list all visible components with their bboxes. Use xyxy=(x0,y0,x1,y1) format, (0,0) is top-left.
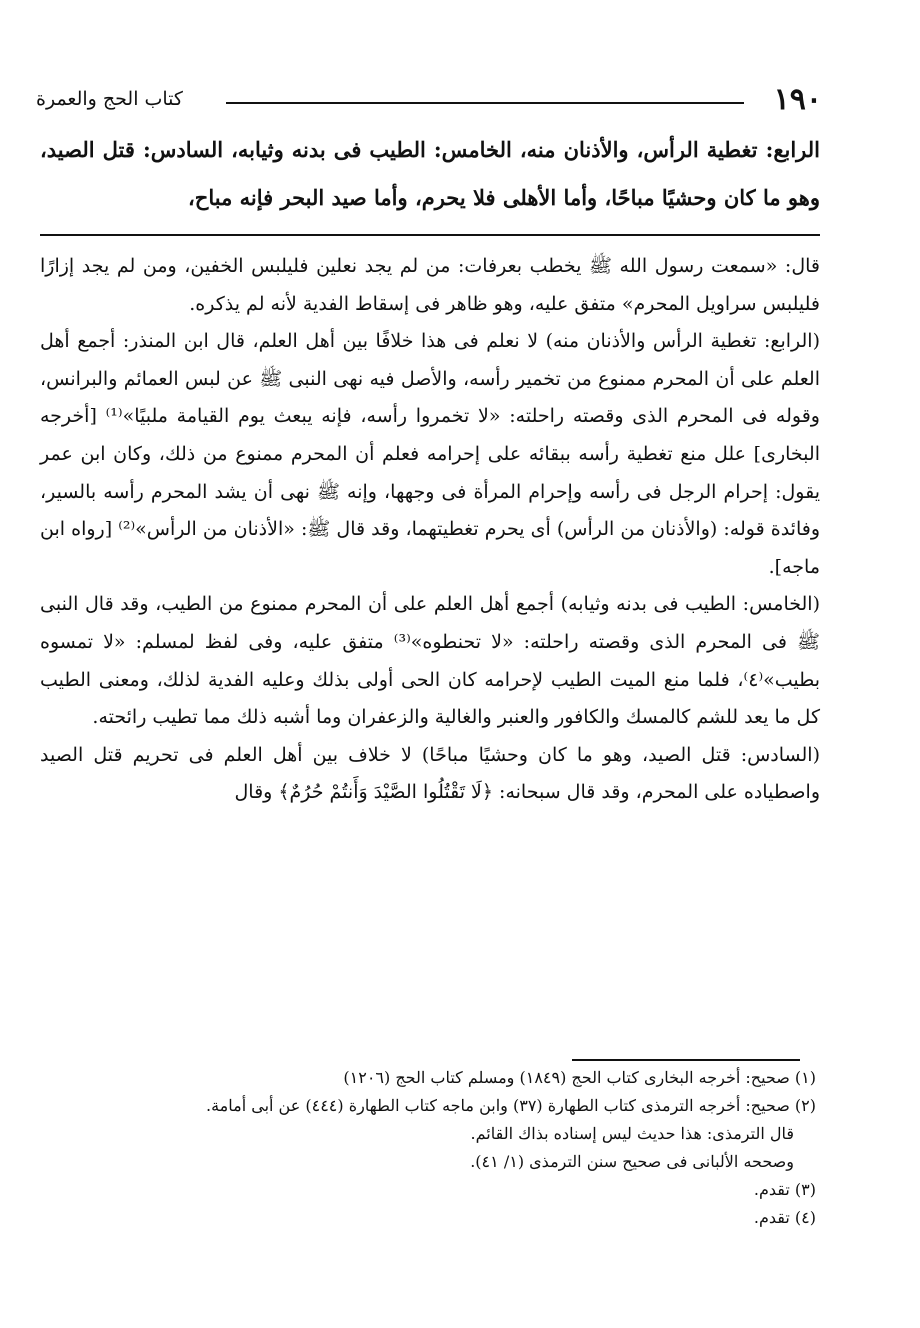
commentary-paragraph: (الرابع: تغطية الرأس والأذنان منه) لا نعلم فى هذا خلافًا بين أهل العلم، قال ابن المنذر: أجمع أهل العلم على أن المحرم ممنوع من تخمير رأسه، والأصل فيه نهى النبى ﷺ عن لبس العمائم والبرانس، وقوله فى المحرم الذى وقصته راحلته: «لا تخمروا رأسه، فإنه يبعث يوم القيامة ملبيًا»⁽¹⁾ [أخرجه البخارى] علل منع تغطية رأسه ببقائه على إحرامه فعلم أن المحرم ممنوع من ذلك، وكان ابن عمر يقول: إحرام الرجل فى رأسه وإحرام المرأة فى وجهها، وإنه ﷺ نهى أن يشد المحرم رأسه بالسير، وفائدة قوله: (والأذنان من الرأس) أى يحرم تغطيتهما، وقد قال ﷺ: «الأذنان من الرأس»⁽²⁾ [رواه ابن ماجه]. xyxy=(40,330,820,578)
footnote: (٤) تقدم. xyxy=(753,1208,816,1227)
footnote: (٢) صحيح: أخرجه الترمذى كتاب الطهارة (٣٧) وابن ماجه كتاب الطهارة (٤٤٤) عن أبى أمامة. xyxy=(206,1096,816,1115)
commentary-paragraph: (السادس: قتل الصيد، وهو ما كان وحشيًا مباحًا) لا خلاف بين أهل العلم فى تحريم قتل الصيد واصطياده على المحرم، وقد قال سبحانه: ﴿لَا تَقْتُلُوا الصَّيْدَ وَأَنتُمْ حُرُمٌ﴾ وقال xyxy=(40,743,820,804)
commentary-body xyxy=(40,248,820,812)
matn-text: الرابع: تغطية الرأس، والأذنان منه، الخامس: الطيب فى بدنه وثيابه، السادس: قتل الصيد، وهو ما كان وحشيًا مباحًا، وأما الأهلى فلا يحرم، وأما صيد البحر فإنه مباح، xyxy=(40,137,820,210)
footnote: (١) صحيح: أخرجه البخارى كتاب الحج (١٨٤٩) ومسلم كتاب الحج (١٢٠٦) xyxy=(343,1068,816,1087)
page-number: ١٩٠ xyxy=(773,82,822,117)
commentary-paragraph: (الخامس: الطيب فى بدنه وثيابه) أجمع أهل العلم على أن المحرم ممنوع من الطيب، وقد قال النبى ﷺ فى المحرم الذى وقصته راحلته: «لا تحنطوه»⁽³⁾ متفق عليه، وفى لفظ لمسلم: «لا تمسوه بطيب»⁽٤⁾، فلما منع الميت الطيب لإحرامه كان الحى أولى بذلك وعليه الفدية لذلك، ومعنى الطيب كل ما يعد للشم كالمسك والكافور والعنبر والغالية والزعفران وما أشبه ذلك مما تطيب رائحته. xyxy=(40,593,820,729)
commentary-paragraph: قال: «سمعت رسول الله ﷺ يخطب بعرفات: من لم يجد نعلين فليلبس الخفين، ومن لم يجد إزارًا فليلبس سراويل المحرم» متفق عليه، وهو ظاهر فى إسقاط الفدية لأنه لم يذكره. xyxy=(40,255,820,315)
footnotes xyxy=(40,1064,816,1232)
matn-divider xyxy=(40,234,820,236)
header-rule xyxy=(226,102,744,104)
footnote-continuation: قال الترمذى: هذا حديث ليس إسناده بذاك القائم. xyxy=(470,1124,794,1143)
running-header xyxy=(36,80,822,120)
footnote-continuation: وصححه الألبانى فى صحيح سنن الترمذى (١/ ٤١). xyxy=(470,1152,794,1171)
footnote-divider xyxy=(572,1059,800,1061)
footnote: (٣) تقدم. xyxy=(753,1180,816,1199)
book-title: كتاب الحج والعمرة xyxy=(36,88,183,110)
